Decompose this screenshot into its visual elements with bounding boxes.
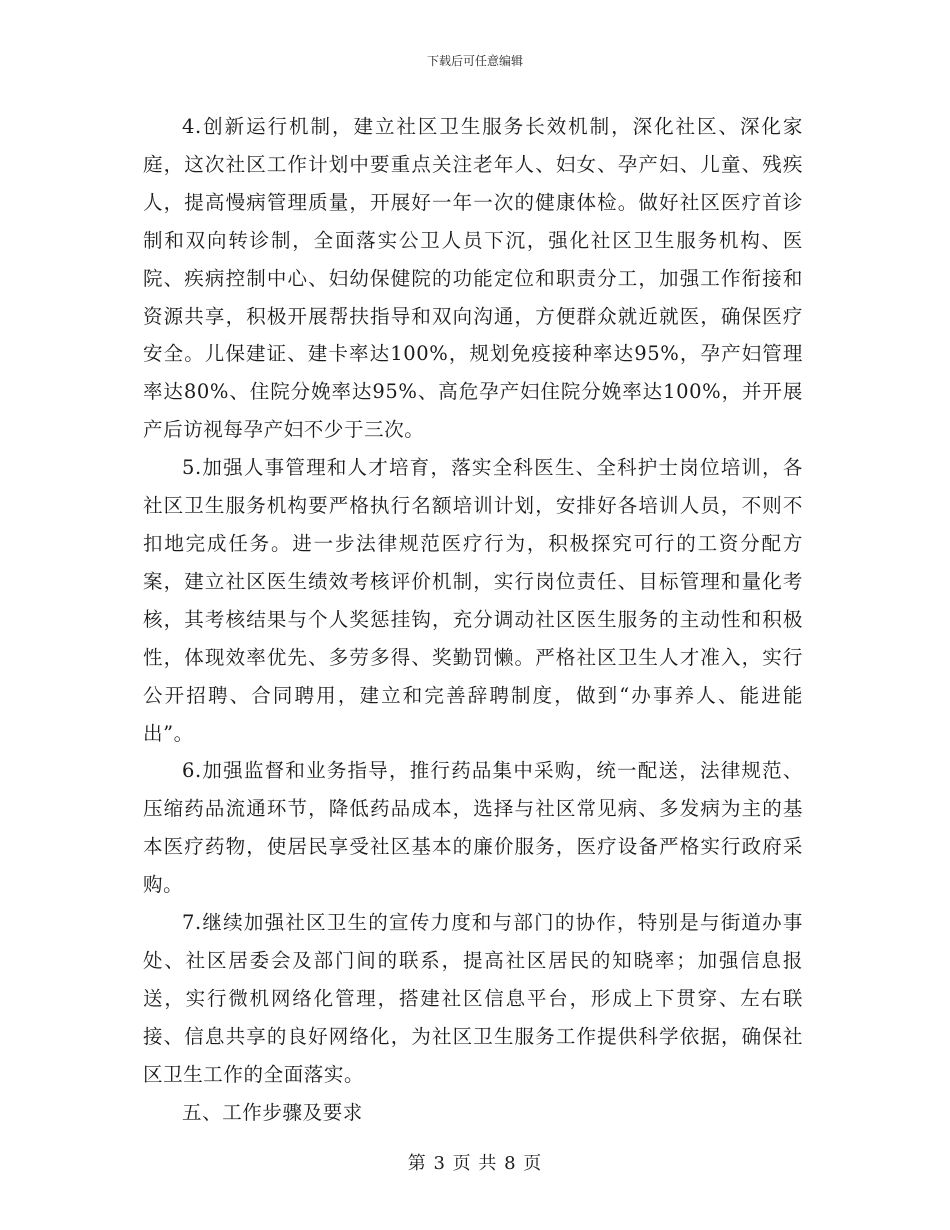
paragraph-item-7: 7.继续加强社区卫生的宣传力度和与部门的协作，特别是与街道办事处、社区居委会及部门间的联系，提高社区居民的知晓率；加强信息报送，实行微机网络化管理，搭建社区信息平台，形成上下贯穿、左右联接、信息共享的良好网络化，为社区卫生服务工作提供科学依据，确保社区卫生工作的全面落实。 — [143, 911, 803, 1086]
page-number: 第 3 页 共 8 页 — [407, 1153, 543, 1174]
paragraph-item-4: 4.创新运行机制，建立社区卫生服务长效机制，深化社区、深化家庭，这次社区工作计划中要重点关注老年人、妇女、孕产妇、儿童、残疾人，提高慢病管理质量，开展好一年一次的健康体检。做好社区医疗首诊制和双向转诊制，全面落实公卫人员下沉，强化社区卫生服务机构、医院、疾病控制中心、妇幼保健院的功能定位和职责分工，加强工作衔接和资源共享，积极开展帮扶指导和双向沟通，方便群众就近就医，确保医疗安全。儿保建证、建卡率达100%，规划免疫接种率达95%，孕产妇管理率达80%、住院分娩率达95%、高危孕产妇住院分娩率达100%，并开展产后访视每孕产妇不少于三次。 — [143, 115, 803, 442]
paragraph-item-6: 6.加强监督和业务指导，推行药品集中采购，统一配送，法律规范、压缩药品流通环节，降低药品成本，选择与社区常见病、多发病为主的基本医疗药物，使居民享受社区基本的廉价服务，医疗设备严格实行政府采购。 — [143, 759, 803, 897]
paragraph-item-5: 5.加强人事管理和人才培育，落实全科医生、全科护士岗位培训，各社区卫生服务机构要严格执行名额培训计划，安排好各培训人员，不则不扣地完成任务。进一步法律规范医疗行为，积极探究可行的工资分配方案，建立社区医生绩效考核评价机制，实行岗位责任、目标管理和量化考核，其考核结果与个人奖惩挂钩，充分调动社区医生服务的主动性和积极性，体现效率优先、多劳多得、奖勤罚懒。严格社区卫生人才准入，实行公开招聘、合同聘用，建立和完善辞聘制度，做到“办事养人、能进能出”。 — [143, 456, 803, 745]
page-header-note: 下载后可任意编辑 — [426, 54, 523, 68]
section-heading: 五、工作步骤及要求 — [182, 1100, 363, 1124]
document-body — [143, 108, 803, 1131]
